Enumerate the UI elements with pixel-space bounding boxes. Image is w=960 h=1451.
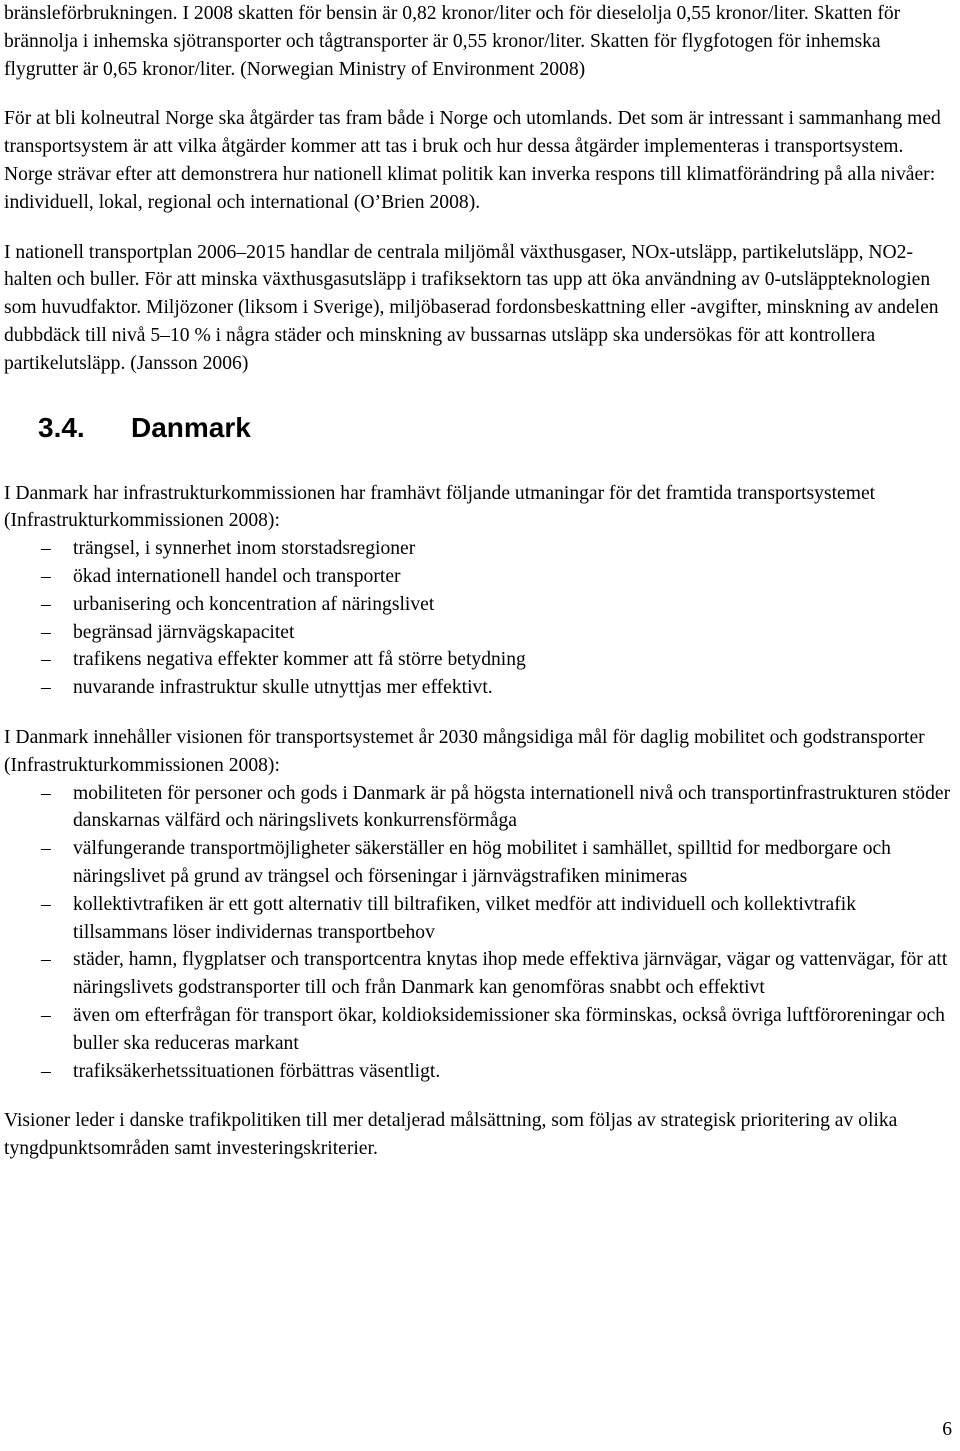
dash-bullet-icon: – bbox=[41, 649, 51, 671]
dash-bullet-icon: – bbox=[41, 538, 51, 560]
page-number: 6 bbox=[942, 1419, 952, 1440]
dash-bullet-icon: – bbox=[41, 677, 51, 699]
list-item: – städer, hamn, flygplatser och transportcentra knytas ihop mede effektiva järnvägar, vägar og vattenvägar, för att näringslivets godstransporter till och från Danmark kan genomföras snabbt och effektivt bbox=[4, 946, 954, 1002]
paragraph-danmark-vision: I Danmark innehåller visionen för transportsystemet år 2030 mångsidiga mål för daglig mobilitet och godstransporter (Infrastrukturkommissionen 2008): bbox=[4, 726, 925, 776]
list-item: – ökad internationell handel och transporter bbox=[4, 563, 954, 591]
paragraph-danmark-closing: Visioner leder i danske trafikpolitiken till mer detaljerad målsättning, som följas av strategisk prioritering av olika tyngdpunktsområden samt investeringskriterier. bbox=[4, 1110, 898, 1160]
list-item: – trafikens negativa effekter kommer att få större betydning bbox=[4, 646, 954, 674]
dash-bullet-icon: – bbox=[41, 1004, 51, 1026]
paragraph-danmark-intro: I Danmark har infrastrukturkommissionen har framhävt följande utmaningar för det framtida transportsystemet (Infrastrukturkommissionen 2008): bbox=[4, 482, 876, 532]
dash-bullet-icon: – bbox=[41, 893, 51, 915]
list-item: – begränsad järnvägskapacitet bbox=[4, 619, 954, 647]
list-item: – mobiliteten för personer och gods i Danmark är på högsta internationell nivå och transportinfrastrukturen stöder danskarnas välfärd och näringslivets konkurrensförmåga bbox=[4, 780, 954, 836]
section-heading bbox=[4, 378, 954, 445]
dash-bullet-icon: – bbox=[41, 1060, 51, 1082]
section-number: 3.4. bbox=[38, 411, 85, 443]
dash-bullet-icon: – bbox=[41, 593, 51, 615]
list-item: – välfungerande transportmöjligheter säkerställer en hög mobilitet i samhället, spilltid for medborgare och näringslivet på grund av trängsel och förseningar i järnvägstrafiken minimeras bbox=[4, 835, 954, 891]
paragraph-fuel-tax: bränsleförbrukningen. I 2008 skatten för bensin är 0,82 kronor/liter och för dieselolja 0,55 kronor/liter. Skatten för brännolja i inhemska sjötransporter och tågtransporter är 0,55 kronor/liter. Skatten för flygfotogen för inhemska flygrutter är 0,65 kronor/liter. (Norwegian Ministry of Environment 2008) bbox=[4, 3, 901, 80]
dash-bullet-icon: – bbox=[41, 949, 51, 971]
paragraph-transport-plan: I nationell transportplan 2006–2015 handlar de centrala miljömål växthusgaser, NOx-utsläpp, partikelutsläpp, NO2-halten och buller. För att minska växthusgasutsläpp i trafiksektorn tas upp att öka användning av 0-utsläppteknologien som huvudfaktor. Miljözoner (liksom i Sverige), miljöbaserad fordonsbeskattning eller -avgifter, minskning av andelen dubbdäck till nivå 5–10 % i några städer och minskning av bussarnas utsläpp ska undersökas för att kontrollera partikelutsläpp. (Jansson 2006) bbox=[4, 241, 939, 374]
list-item: – även om efterfrågan för transport ökar, koldioksidemissioner ska förminskas, också övriga luftföroreningar och buller ska reduceras markant bbox=[4, 1002, 954, 1058]
list-item: – trängsel, i synnerhet inom storstadsregioner bbox=[4, 535, 954, 563]
challenges-list bbox=[4, 535, 954, 702]
dash-bullet-icon: – bbox=[41, 565, 51, 587]
list-item: – trafiksäkerhetssituationen förbättras väsentligt. bbox=[4, 1058, 954, 1086]
dash-bullet-icon: – bbox=[41, 782, 51, 804]
list-item: – nuvarande infrastruktur skulle utnyttjas mer effektivt. bbox=[4, 674, 954, 702]
paragraph-norway-carbon-neutral: För at bli kolneutral Norge ska åtgärder tas fram både i Norge och utomlands. Det som är intressant i sammanhang med transportsystem är att vilka åtgärder kommer att tas i bruk och hur dessa åtgärder implementeras i transportsystem. Norge strävar efter att demonstrera hur nationell klimat politik kan inverka respons till klimatförändring på alla nivåer: individuell, lokal, regional och international (O’Brien 2008). bbox=[4, 108, 941, 213]
vision-list bbox=[4, 780, 954, 1086]
section-title: Danmark bbox=[131, 411, 251, 443]
dash-bullet-icon: – bbox=[41, 621, 51, 643]
document-page bbox=[4, 0, 954, 1163]
list-item: – urbanisering och koncentration af näringslivet bbox=[4, 591, 954, 619]
dash-bullet-icon: – bbox=[41, 838, 51, 860]
list-item: – kollektivtrafiken är ett gott alternativ till biltrafiken, vilket medför att individuell och kollektivtrafik tillsammans löser individernas transportbehov bbox=[4, 891, 954, 947]
